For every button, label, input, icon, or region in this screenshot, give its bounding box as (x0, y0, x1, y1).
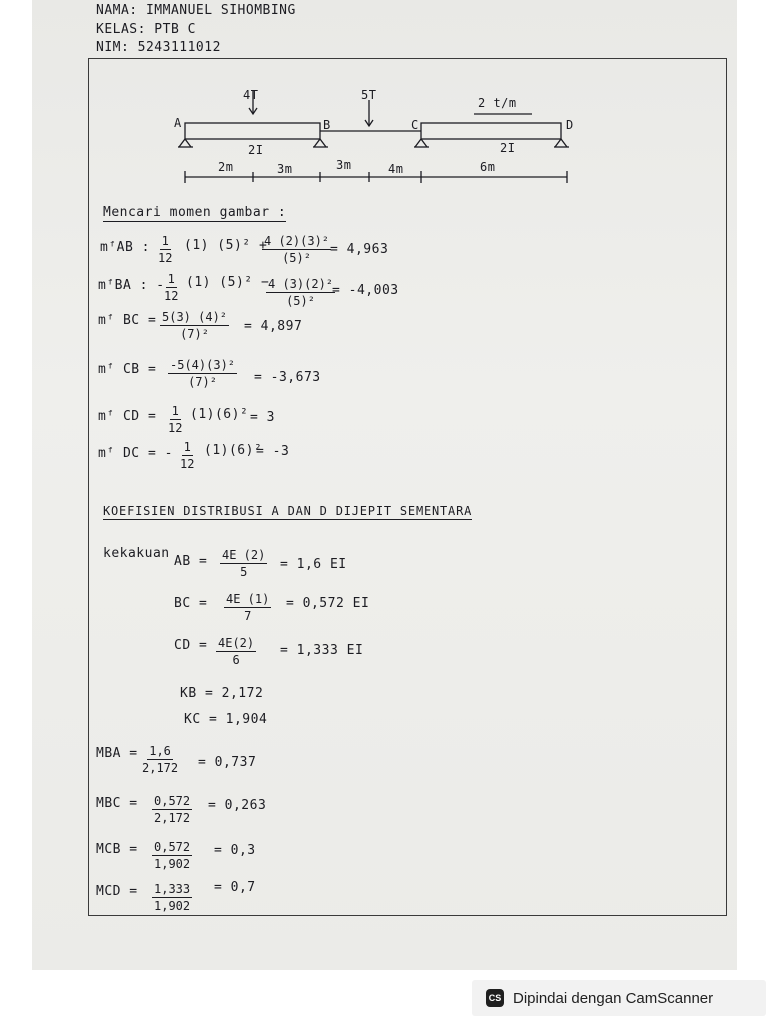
support-c-symbol (414, 139, 429, 147)
inertia-label-cd: 2I (500, 141, 516, 155)
eq6-tail: (1)(6)² (204, 443, 263, 458)
load-label-5t: 5T (361, 88, 377, 102)
eq2-lhs: mᶠBA : - (98, 278, 165, 293)
support-a-symbol (178, 139, 193, 147)
k-ab-fraction: $\frac{4E (2)}{5}$ (222, 548, 266, 579)
dim-label-4: 4m (388, 162, 404, 176)
dim-label-5: 6m (480, 160, 496, 174)
mu-cb-fraction: $\frac{0,572}{1,902}$ (154, 840, 191, 871)
support-label-b: B (323, 118, 331, 132)
eq1-lhs: mᶠAB : (100, 240, 150, 255)
support-label-d: D (566, 118, 574, 132)
support-label-a: A (174, 116, 182, 130)
eq5-lhs: mᶠ CD = (98, 409, 157, 424)
mu-bc-fraction: $\frac{0,572}{2,172}$ (154, 794, 191, 825)
k-cd-lhs: CD = (174, 638, 208, 653)
eq3-fraction: $\frac{\text{5(3) (4)²}}{\text{(7)²}}$ (162, 310, 228, 341)
eq6-result: = -3 (256, 444, 290, 459)
eq3-lhs: mᶠ BC = (98, 313, 157, 328)
camscanner-label: Dipindai dengan CamScanner (513, 989, 714, 1007)
support-label-c: C (411, 118, 419, 132)
load-label-4t: 4T (243, 88, 259, 102)
k-cd-fraction: $\frac{4E(2)}{6}$ (218, 636, 255, 667)
stiffness-label: kekakuan (103, 546, 170, 561)
k-bc-fraction: $\frac{4E (1)}{7}$ (226, 592, 270, 623)
dim-label-1: 2m (218, 160, 234, 174)
section-title-fixed-moments: Mencari momen gambar : (103, 205, 287, 220)
dim-label-3: 3m (336, 158, 352, 172)
mu-bc-lhs: MBC = (96, 796, 138, 811)
mu-cb-result: = 0,3 (214, 843, 256, 858)
student-class: KELAS: PTB C (96, 22, 196, 37)
mu-ba-lhs: MBA = (96, 746, 138, 761)
mu-cd-result: = 0,7 (214, 880, 256, 895)
k-ab-lhs: AB = (174, 554, 208, 569)
mu-cd-fraction: $\frac{1,333}{1,902}$ (154, 882, 191, 913)
beam-diagram (0, 0, 768, 200)
load-label-udl: 2 t/m (478, 96, 517, 110)
mu-ba-result: = 0,737 (198, 755, 257, 770)
eq4-lhs: mᶠ CB = (98, 362, 157, 377)
mu-cd-lhs: MCD = (96, 884, 138, 899)
eq6-lhs: mᶠ DC = - (98, 446, 173, 461)
eq2-fraction-1: $\frac{1}{12}$ (164, 272, 179, 303)
eq1-fraction-1: $\frac{1}{12}$ (158, 234, 173, 265)
mu-bc-result: = 0,263 (208, 798, 267, 813)
beam-span-cd (421, 123, 561, 139)
support-b-symbol (313, 139, 328, 147)
eq5-fraction: $\frac{1}{12}$ (168, 404, 183, 435)
beam-span-ab (185, 123, 320, 139)
mu-ba-fraction: $\frac{1,6}{2,172}$ (142, 744, 179, 775)
support-d-symbol (554, 139, 569, 147)
kb-sum: KB = 2,172 (180, 686, 264, 701)
eq1-tail: (1) (5)² + (184, 238, 268, 253)
kc-sum: KC = 1,904 (184, 712, 268, 727)
eq5-tail: (1)(6)² (190, 407, 249, 422)
eq4-result: = -3,673 (254, 370, 321, 385)
eq5-result: = 3 (250, 410, 275, 425)
k-bc-lhs: BC = (174, 596, 208, 611)
camscanner-badge (472, 980, 766, 1016)
eq2-result: = -4,003 (332, 283, 399, 298)
eq2-tail: (1) (5)² − (186, 275, 270, 290)
eq3-result: = 4,897 (244, 319, 303, 334)
k-cd-result: = 1,333 EI (280, 643, 364, 658)
k-ab-result: = 1,6 EI (280, 557, 347, 572)
inertia-label-ab: 2I (248, 143, 264, 157)
eq6-fraction: $\frac{1}{12}$ (180, 440, 195, 471)
eq1-result: = 4,963 (330, 242, 389, 257)
mu-cb-lhs: MCB = (96, 842, 138, 857)
section-title-distribution: KOEFISIEN DISTRIBUSI A DAN D DIJEPIT SEMENTARA (103, 504, 473, 518)
student-name: NAMA: IMMANUEL SIHOMBING (96, 3, 296, 18)
eq4-fraction: $\frac{\text{-5(4)(3)²}}{\text{(7)²}}$ (170, 358, 236, 389)
student-nim: NIM: 5243111012 (96, 40, 221, 55)
dim-label-2: 3m (277, 162, 293, 176)
eq1-fraction-2: $\frac{\text{4 (2)(3)²}}{\text{(5)²}}$ (264, 234, 330, 265)
camscanner-logo-icon: CS (486, 989, 504, 1007)
eq2-fraction-2: $\frac{\text{4 (3)(2)²}}{\text{(5)²}}$ (268, 277, 334, 308)
k-bc-result: = 0,572 EI (286, 596, 370, 611)
